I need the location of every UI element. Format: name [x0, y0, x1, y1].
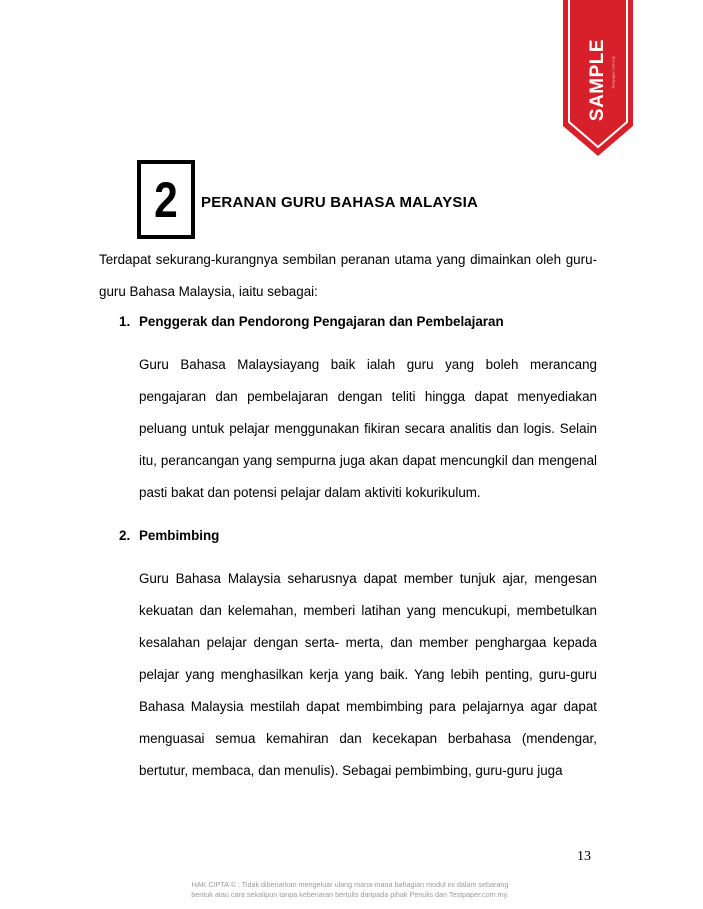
section-heading-text: Pembimbing: [139, 528, 220, 543]
chapter-number: 2: [154, 171, 178, 228]
chapter-number-box: [137, 160, 195, 239]
ribbon-label: SAMPLE: [587, 38, 608, 122]
copyright-line: HAK CIPTA © : Tidak dibenarkan mengeluar ulang mana-mana bahagian modul ini dalam sebarang: [191, 880, 509, 889]
ribbon-sublabel: Testpaper.com.my: [610, 55, 616, 89]
section-number: 2.: [119, 528, 131, 543]
sample-ribbon: [563, 0, 633, 156]
copyright-line: bentuk atau cara sekalipun tanpa kebenaran bertulis daripada pihak Penulis dan Testpaper.com.my.: [191, 890, 509, 899]
section-heading-text: Penggerak dan Pendorong Pengajaran dan Pembelajaran: [139, 314, 504, 329]
copyright-notice: [100, 880, 600, 900]
chapter-title: PERANAN GURU BAHASA MALAYSIA: [201, 194, 479, 211]
section-body: Guru Bahasa Malaysia seharusnya dapat member tunjuk ajar, mengesan kekuatan dan kelemahan, memberi latihan yang mencukupi, membetulkan kesalahan pelajar dengan serta- merta, dan member penghargaa kepada pelajar yang menghasilkan kerja yang baik. Yang lebih penting, guru-guru Bahasa Malaysia mestilah dapat membimbing para pelajarnya agar dapat menguasai semua kemahiran dan kecekapan berbahasa (mendengar, bertutur, membaca, dan menulis). Sebagai pembimbing, guru-guru juga: [139, 571, 597, 778]
section-body: Guru Bahasa Malaysiayang baik ialah guru yang boleh merancang pengajaran dan pembelajaran dengan teliti hingga dapat menyediakan peluang untuk pelajar menggunakan fikiran secara analitis dan logis. Selain itu, perancangan yang sempurna juga akan dapat mencungkil dan mengenal pasti bakat dan potensi pelajar dalam aktiviti kokurikulum.: [139, 357, 597, 500]
section-heading: [119, 526, 219, 546]
intro-paragraph: Terdapat sekurang-kurangnya sembilan peranan utama yang dimainkan oleh guru-guru Bahasa Malaysia, iaitu sebagai:: [99, 252, 597, 299]
section-number: 1.: [119, 314, 131, 329]
section-heading: [119, 312, 504, 332]
page-number: 13: [577, 849, 591, 864]
